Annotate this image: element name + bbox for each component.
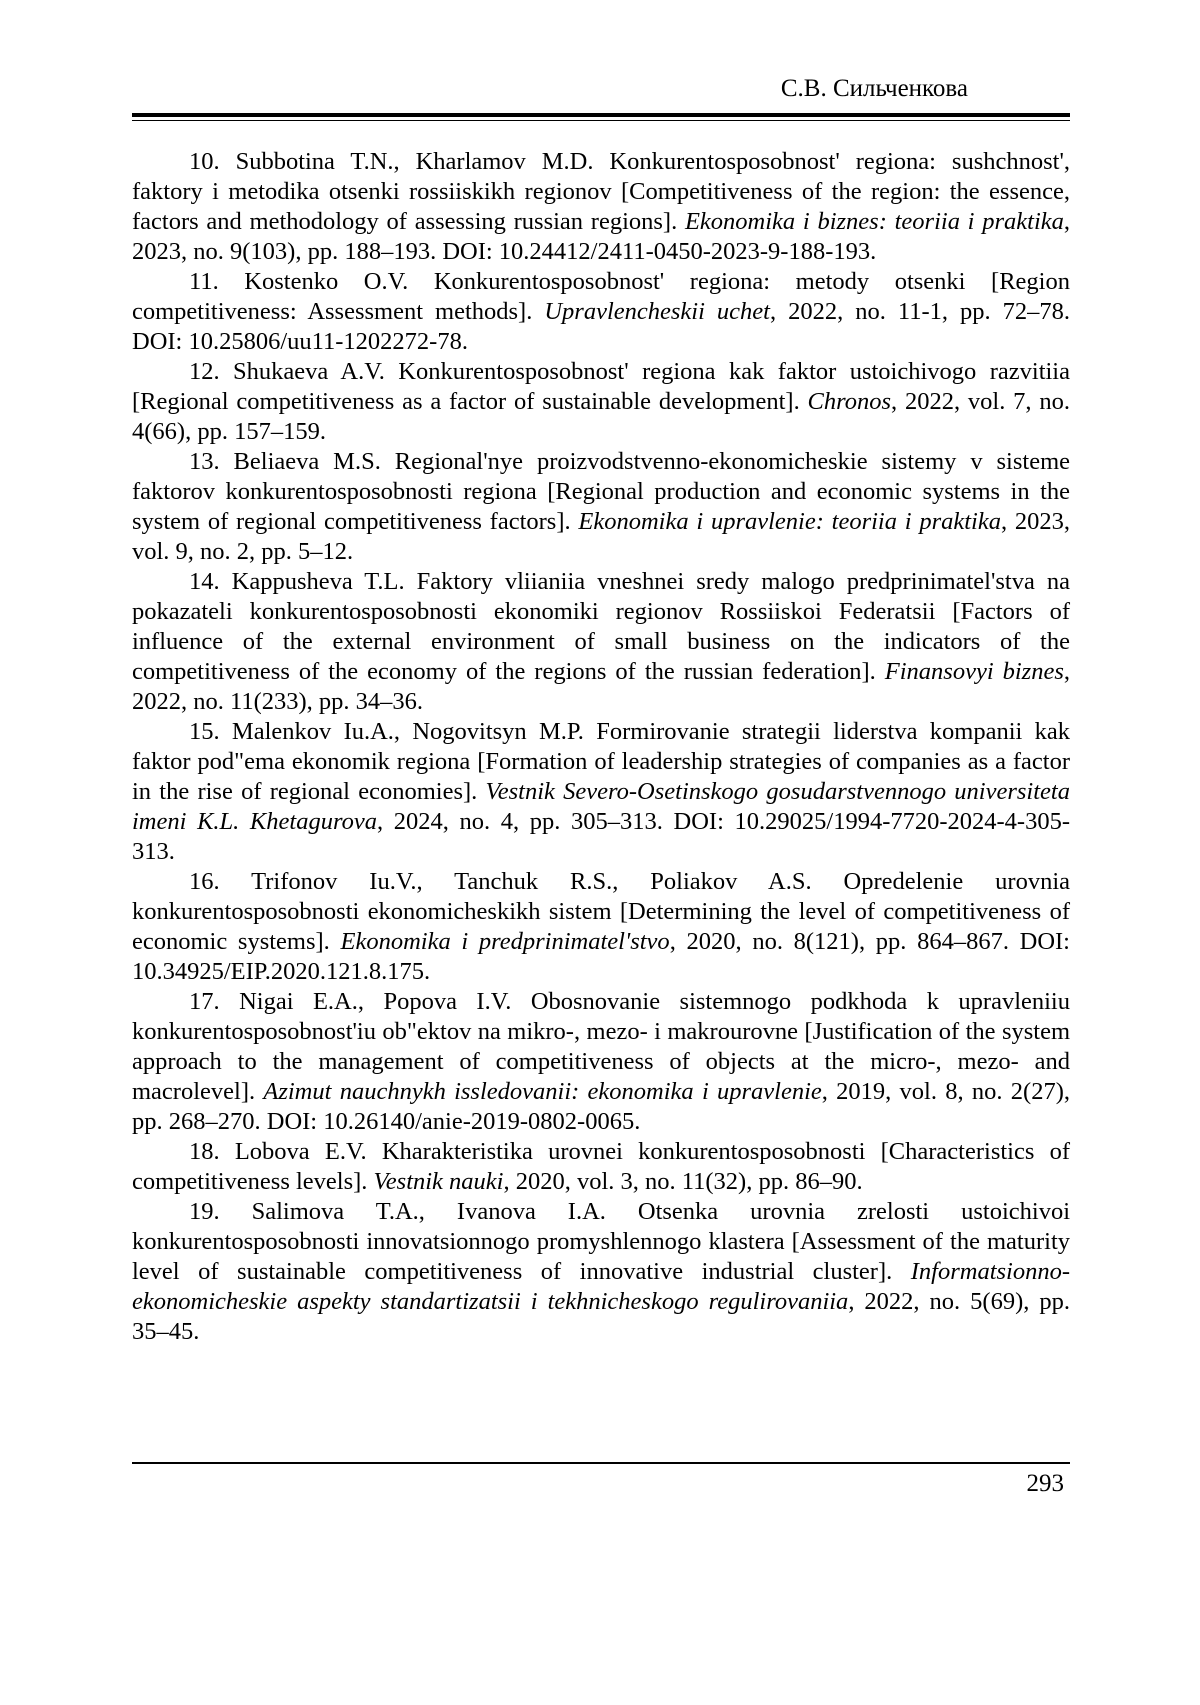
- header-rule: [132, 113, 1070, 121]
- journal-title: Chronos: [807, 388, 892, 415]
- journal-title: Informatsionno-ekonomicheskie aspekty standartizatsii i tekhnicheskogo regulirovaniia: [132, 1258, 1070, 1315]
- page-number: 293: [1026, 1470, 1064, 1497]
- footer-rule: [132, 1462, 1070, 1464]
- reference-text: , 2022, no. 11(233), pp. 34–36.: [132, 658, 1070, 715]
- reference-item: [132, 1137, 1070, 1197]
- journal-title: Vestnik Severo-Osetinskogo gosudarstvennogo universiteta imeni K.L. Khetagurova: [132, 778, 1070, 835]
- reference-text: 16. Trifonov Iu.V., Tanchuk R.S., Poliakov A.S. Opredelenie urovnia konkurentosposobnosti ekonomicheskikh sistem [Determining the level of competitiveness of economic systems].: [132, 868, 1070, 955]
- page-footer: [132, 1462, 1070, 1499]
- header-rule-thin: [132, 120, 1070, 121]
- journal-title: Vestnik nauki: [373, 1168, 504, 1195]
- reference-text: , 2020, no. 8(121), pp. 864–867. DOI: 10.34925/EIP.2020.121.8.175.: [132, 928, 1070, 985]
- reference-text: , 2020, vol. 3, no. 11(32), pp. 86–90.: [503, 1168, 863, 1195]
- reference-text: 18. Lobova E.V. Kharakteristika urovnei konkurentosposobnosti [Characteristics of competitiveness levels].: [132, 1138, 1070, 1195]
- reference-item: [132, 717, 1070, 867]
- journal-title: Upravlencheskii uchet: [544, 298, 770, 325]
- reference-item: [132, 267, 1070, 357]
- reference-item: [132, 147, 1070, 267]
- reference-item: [132, 987, 1070, 1137]
- reference-list: [132, 147, 1070, 1347]
- reference-text: , 2023, vol. 9, no. 2, pp. 5–12.: [132, 508, 1071, 565]
- reference-text: , 2022, no. 11-1, pp. 72–78. DOI: 10.25806/uu11-1202272-78.: [132, 298, 1071, 355]
- reference-text: 15. Malenkov Iu.A., Nogovitsyn M.P. Formirovanie strategii liderstva kompanii kak faktor pod"ema ekonomik regiona [Formation of leadership strategies of companies as a factor in the rise of regional economies].: [132, 718, 1070, 805]
- reference-text: 19. Salimova T.A., Ivanova I.A. Otsenka urovnia zrelosti ustoichivoi konkurentosposobnosti innovatsionnogo promyshlennogo klastera [Assessment of the maturity level of sustainable competitiveness of innovative industrial cluster].: [132, 1198, 1070, 1285]
- journal-title: Ekonomika i predprinimatel'stvo: [340, 928, 670, 955]
- reference-text: 12. Shukaeva A.V. Konkurentosposobnost' regiona kak faktor ustoichivogo razvitiia [Regional competitiveness as a factor of sustainable development].: [132, 358, 1070, 415]
- reference-item: [132, 567, 1070, 717]
- journal-title: Ekonomika i upravlenie: teoriia i praktika: [578, 508, 1001, 535]
- reference-item: [132, 447, 1070, 567]
- reference-item: [132, 867, 1070, 987]
- journal-title: Finansovyi biznes: [884, 658, 1064, 685]
- reference-text: 17. Nigai E.A., Popova I.V. Obosnovanie sistemnogo podkhoda k upravleniiu konkurentosposobnost'iu ob"ektov na mikro-, mezo- i makrourovne [Justification of the system approach to the management of competitiveness of objects at the micro-, mezo- and macrolevel].: [132, 988, 1070, 1105]
- journal-title: Ekonomika i biznes: teoriia i praktika: [684, 208, 1064, 235]
- reference-item: [132, 1197, 1070, 1347]
- reference-text: , 2023, no. 9(103), pp. 188–193. DOI: 10.24412/2411-0450-2023-9-188-193.: [132, 208, 1071, 265]
- header-rule-thick: [132, 113, 1070, 117]
- page-header: [132, 74, 1070, 121]
- reference-text: 14. Kappusheva T.L. Faktory vliianiia vneshnei sredy malogo predprinimatel'stva na pokazateli konkurentosposobnosti ekonomiki regionov Rossiiskoi Federatsii [Factors of influence of the external environment of small business on the indicators of the competitiveness of the economy of the regions of the russian federation].: [132, 568, 1070, 685]
- reference-text: , 2024, no. 4, pp. 305–313. DOI: 10.29025/1994-7720-2024-4-305-313.: [132, 808, 1071, 865]
- reference-text: 10. Subbotina T.N., Kharlamov M.D. Konkurentosposobnost' regiona: sushchnost', faktory i metodika otsenki rossiiskikh regionov [Competitiveness of the region: the essence, factors and methodology of assessing russian regions].: [132, 148, 1070, 235]
- reference-text: , 2019, vol. 8, no. 2(27), pp. 268–270. DOI: 10.26140/anie-2019-0802-0065.: [132, 1078, 1070, 1135]
- reference-text: 11. Kostenko O.V. Konkurentosposobnost' regiona: metody otsenki [Region competitiveness: Assessment methods].: [132, 268, 1070, 325]
- reference-item: [132, 357, 1070, 447]
- reference-text: 13. Beliaeva M.S. Regional'nye proizvodstvenno-ekonomicheskie sistemy v sisteme faktorov konkurentosposobnosti regiona [Regional production and economic systems in the system of regional competitiveness factors].: [132, 448, 1070, 535]
- running-head-author: С.В. Сильченкова: [780, 75, 968, 102]
- journal-title: Azimut nauchnykh issledovanii: ekonomika i upravlenie: [263, 1078, 822, 1105]
- reference-text: , 2022, no. 5(69), pp. 35–45.: [132, 1288, 1070, 1345]
- reference-text: , 2022, vol. 7, no. 4(66), pp. 157–159.: [132, 388, 1071, 445]
